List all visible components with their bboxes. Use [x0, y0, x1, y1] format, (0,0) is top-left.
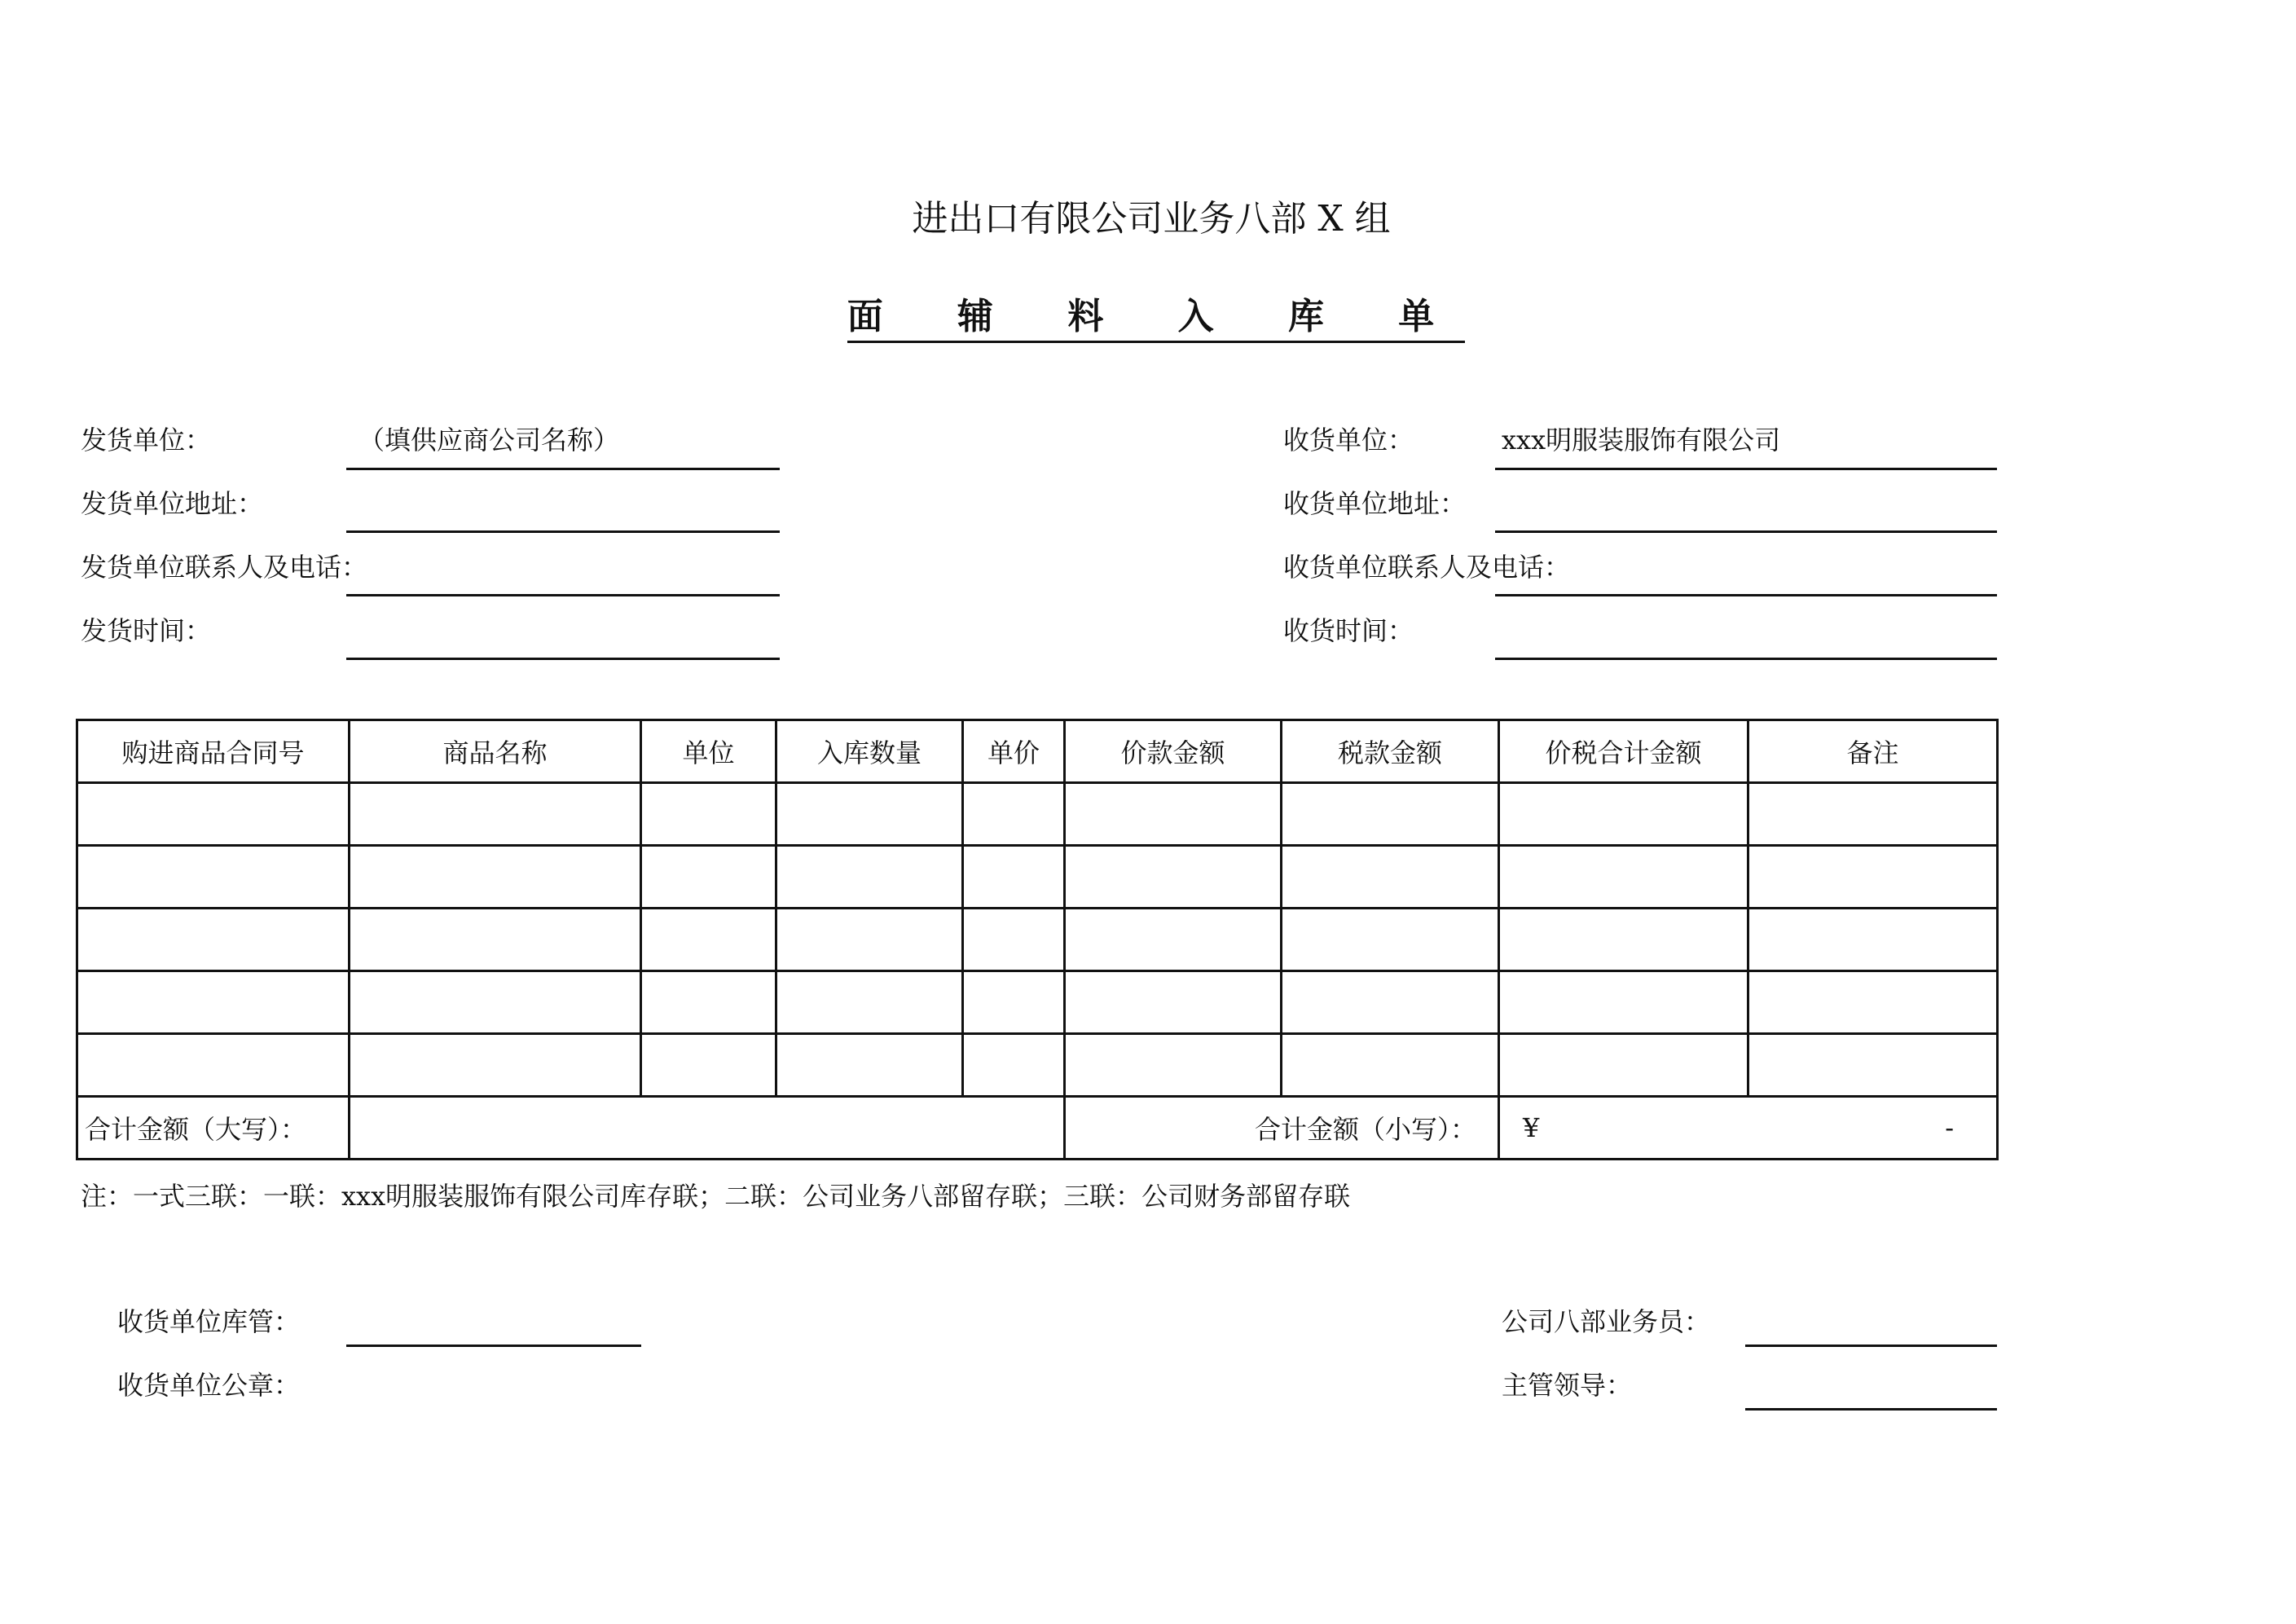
total-lower-value: - — [1945, 1112, 1954, 1143]
table-cell[interactable] — [1282, 909, 1499, 971]
table-cell[interactable] — [641, 783, 776, 846]
table-cell[interactable] — [1748, 783, 1998, 846]
table-cell[interactable] — [1748, 846, 1998, 909]
total-upper-label: 合计金额（大写）： — [77, 1097, 350, 1160]
table-cell[interactable] — [776, 971, 963, 1034]
table-cell[interactable] — [963, 909, 1065, 971]
table-cell[interactable] — [1499, 909, 1748, 971]
header-tax-amount: 税款金额 — [1282, 720, 1499, 783]
header-contract-no: 购进商品合同号 — [77, 720, 350, 783]
table-cell[interactable] — [350, 1034, 641, 1097]
receiver-contact-label: 收货单位联系人及电话： — [1283, 552, 1571, 583]
sender-address-label: 发货单位地址： — [81, 488, 264, 519]
total-lower-label: 合计金额（小写）： — [1065, 1097, 1499, 1160]
receiver-unit-underline — [1495, 468, 1997, 470]
total-upper-field[interactable] — [350, 1097, 1065, 1160]
table-cell[interactable] — [77, 909, 350, 971]
table-cell[interactable] — [776, 1034, 963, 1097]
receiver-address-label: 收货单位地址： — [1283, 488, 1467, 519]
sender-unit-label: 发货单位： — [81, 425, 212, 456]
table-cell[interactable] — [1282, 783, 1499, 846]
header-price-amount: 价款金额 — [1065, 720, 1282, 783]
header-product-name: 商品名称 — [350, 720, 641, 783]
table-row — [77, 1034, 1998, 1097]
table-cell[interactable] — [1065, 971, 1282, 1034]
header-remarks: 备注 — [1748, 720, 1998, 783]
table-cell[interactable] — [641, 909, 776, 971]
table-cell[interactable] — [963, 1034, 1065, 1097]
receiver-address-field[interactable] — [1495, 530, 1997, 533]
staff-field[interactable] — [1745, 1345, 1997, 1347]
copies-note: 注：一式三联：一联：xxx明服装服饰有限公司库存联；二联：公司业务八部留存联；三联：公司财务部留存联 — [81, 1181, 1351, 1212]
receiver-contact-field[interactable] — [1495, 594, 1997, 596]
supervisor-label: 主管领导： — [1502, 1370, 1633, 1401]
table-cell[interactable] — [1065, 1034, 1282, 1097]
table-cell[interactable] — [641, 846, 776, 909]
header-unit-price: 单价 — [963, 720, 1065, 783]
table-cell[interactable] — [1065, 846, 1282, 909]
document-title-text: 面 辅 料 入 库 单 — [847, 296, 1466, 343]
table-cell[interactable] — [1748, 971, 1998, 1034]
table-cell[interactable] — [1499, 971, 1748, 1034]
receiver-seal-label: 收货单位公章： — [117, 1370, 301, 1401]
sender-contact-label: 发货单位联系人及电话： — [81, 552, 368, 583]
company-name: 进出口有限公司业务八部 X 组 — [912, 198, 1391, 240]
table-cell[interactable] — [1499, 1034, 1748, 1097]
table-cell[interactable] — [77, 783, 350, 846]
table-cell[interactable] — [1748, 909, 1998, 971]
table-cell[interactable] — [77, 1034, 350, 1097]
table-cell[interactable] — [963, 846, 1065, 909]
table-cell[interactable] — [350, 909, 641, 971]
receiver-unit-value[interactable]: xxx明服装服饰有限公司 — [1502, 425, 1781, 456]
document-title — [0, 287, 2296, 339]
warehouse-keeper-field[interactable] — [346, 1345, 641, 1347]
table-cell[interactable] — [1499, 846, 1748, 909]
header-unit: 单位 — [641, 720, 776, 783]
sender-time-label: 发货时间： — [81, 615, 212, 646]
table-cell[interactable] — [1065, 909, 1282, 971]
receiver-time-label: 收货时间： — [1283, 615, 1414, 646]
staff-label: 公司八部业务员： — [1502, 1306, 1711, 1337]
sender-contact-field[interactable] — [346, 594, 780, 596]
table-header-row — [77, 720, 1998, 783]
table-row — [77, 783, 1998, 846]
table-cell[interactable] — [77, 971, 350, 1034]
table-row — [77, 846, 1998, 909]
table-row — [77, 909, 1998, 971]
table-cell[interactable] — [776, 846, 963, 909]
table-cell[interactable] — [1065, 783, 1282, 846]
supervisor-field[interactable] — [1745, 1408, 1997, 1411]
table-cell[interactable] — [350, 846, 641, 909]
sender-address-field[interactable] — [346, 530, 780, 533]
sender-unit-underline — [346, 468, 780, 470]
table-cell[interactable] — [350, 783, 641, 846]
table-cell[interactable] — [1282, 971, 1499, 1034]
sender-unit-value[interactable]: （填供应商公司名称） — [358, 425, 620, 456]
total-row — [77, 1097, 1998, 1160]
header-quantity: 入库数量 — [776, 720, 963, 783]
warehouse-keeper-label: 收货单位库管： — [117, 1306, 301, 1337]
sender-time-field[interactable] — [346, 658, 780, 660]
table-row — [77, 971, 1998, 1034]
table-cell[interactable] — [776, 909, 963, 971]
table-cell[interactable] — [77, 846, 350, 909]
table-cell[interactable] — [350, 971, 641, 1034]
header-total-amount: 价税合计金额 — [1499, 720, 1748, 783]
table-cell[interactable] — [963, 783, 1065, 846]
table-cell[interactable] — [1282, 1034, 1499, 1097]
receiver-unit-label: 收货单位： — [1283, 425, 1414, 456]
table-cell[interactable] — [641, 971, 776, 1034]
total-lower-field[interactable] — [1499, 1097, 1998, 1160]
table-cell[interactable] — [1282, 846, 1499, 909]
table-cell[interactable] — [776, 783, 963, 846]
table-cell[interactable] — [1499, 783, 1748, 846]
currency-symbol: ¥ — [1523, 1112, 1540, 1143]
table-cell[interactable] — [963, 971, 1065, 1034]
table-cell[interactable] — [641, 1034, 776, 1097]
table-cell[interactable] — [1748, 1034, 1998, 1097]
goods-table — [76, 719, 1999, 1160]
receiver-time-field[interactable] — [1495, 658, 1997, 660]
